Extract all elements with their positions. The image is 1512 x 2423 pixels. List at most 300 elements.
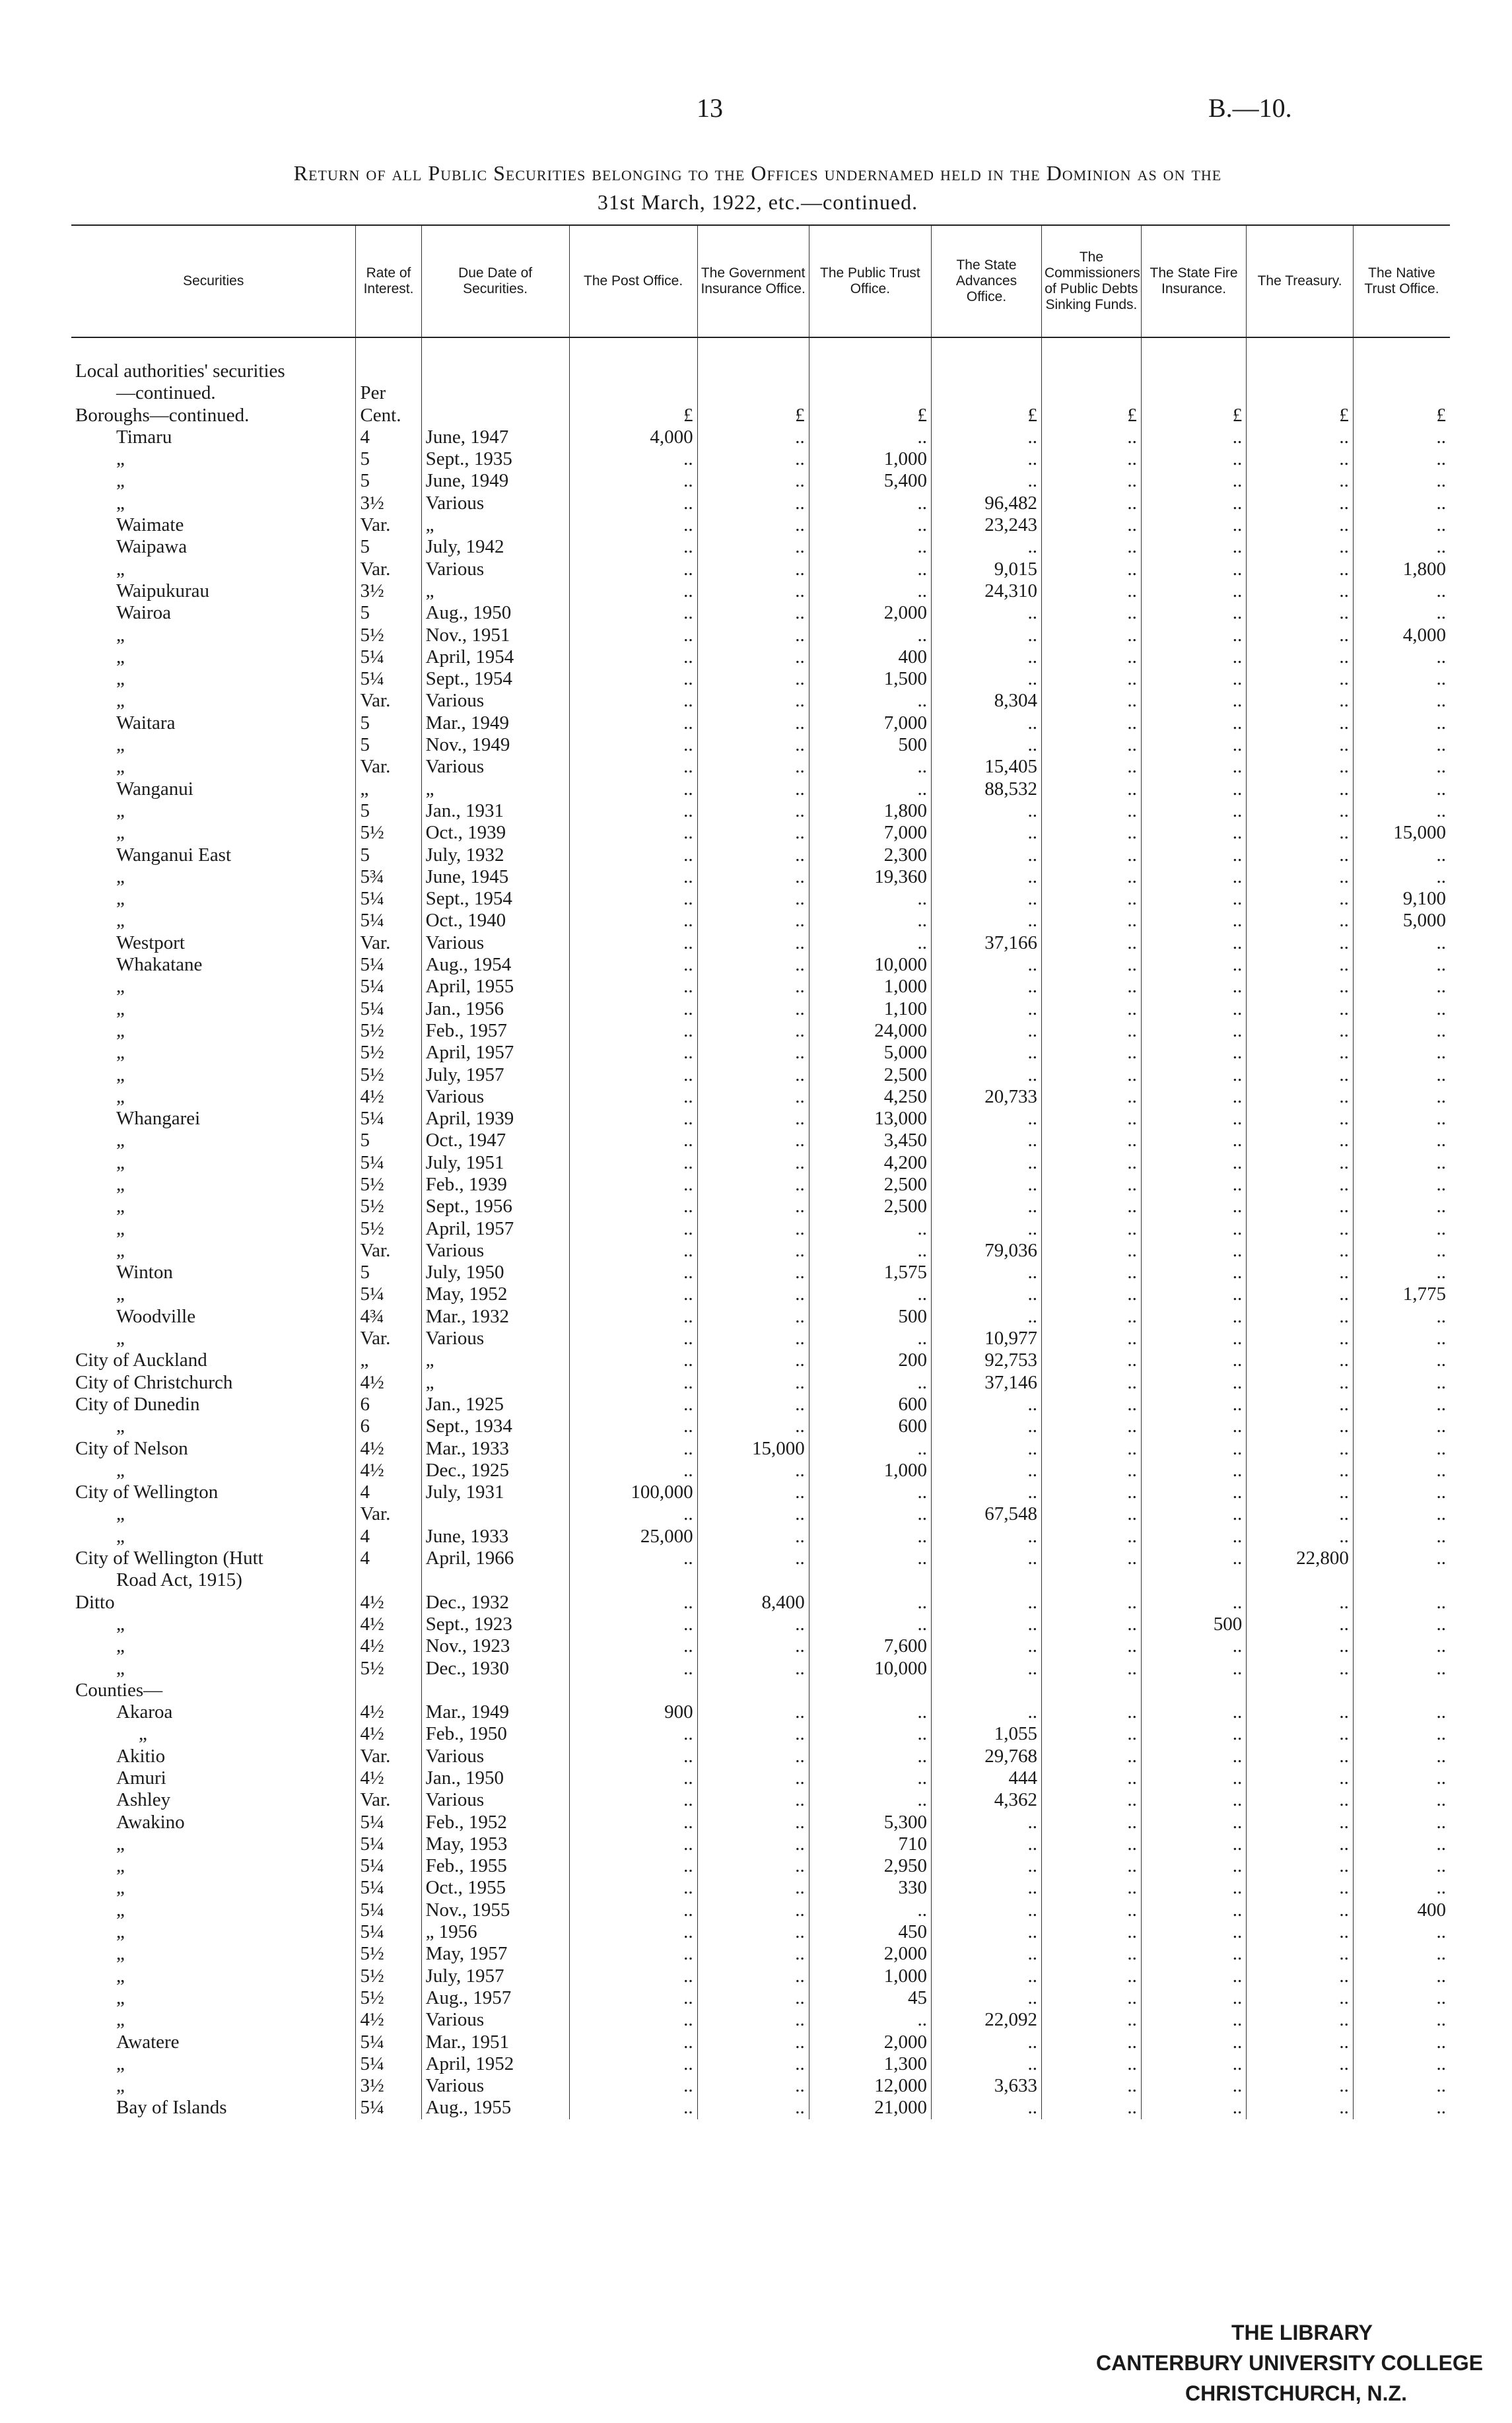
due-date-cell: Jan., 1925 xyxy=(421,1394,569,1416)
rate-cell: 5 xyxy=(356,602,421,624)
government-insurance-cell: .. xyxy=(697,888,809,910)
public-trust-cell: 1,000 xyxy=(809,448,931,470)
state-advances-cell: 444 xyxy=(932,1767,1042,1789)
public-trust-cell: .. xyxy=(809,778,931,800)
due-date-cell: April, 1955 xyxy=(421,976,569,998)
sinking-funds-cell: .. xyxy=(1042,1877,1142,1899)
sinking-funds-cell: .. xyxy=(1042,1328,1142,1349)
native-trust-cell: .. xyxy=(1353,1987,1450,2009)
state-fire-insurance-cell: .. xyxy=(1141,625,1246,646)
sinking-funds-cell: .. xyxy=(1042,580,1142,602)
sinking-funds-cell: .. xyxy=(1042,734,1142,756)
native-trust-cell: .. xyxy=(1353,2097,1450,2119)
sinking-funds-cell: .. xyxy=(1042,1262,1142,1283)
post-office-cell: .. xyxy=(569,1987,697,2009)
government-insurance-cell: £ xyxy=(697,405,809,427)
state-fire-insurance-cell: .. xyxy=(1141,536,1246,558)
due-date-cell: Jan., 1956 xyxy=(421,998,569,1020)
state-fire-insurance-cell: .. xyxy=(1141,646,1246,668)
post-office-cell: .. xyxy=(569,1349,697,1371)
rate-cell: 4 xyxy=(356,427,421,448)
native-trust-cell: .. xyxy=(1353,1548,1450,1569)
security-name-cell: „ xyxy=(116,1855,125,1877)
government-insurance-cell: .. xyxy=(697,1658,809,1680)
treasury-cell: .. xyxy=(1247,1394,1354,1416)
post-office-cell: .. xyxy=(569,778,697,800)
state-fire-insurance-cell: .. xyxy=(1141,1394,1246,1416)
public-trust-cell: .. xyxy=(809,1614,931,1635)
treasury-cell: .. xyxy=(1247,1438,1354,1460)
table-row xyxy=(71,1592,1450,1614)
government-insurance-cell: .. xyxy=(697,2097,809,2119)
due-date-cell: July, 1951 xyxy=(421,1152,569,1174)
state-fire-insurance-cell: .. xyxy=(1141,1283,1246,1305)
native-trust-cell: .. xyxy=(1353,976,1450,998)
state-advances-cell: .. xyxy=(932,1042,1042,1064)
state-fire-insurance-cell: .. xyxy=(1141,690,1246,712)
table-row xyxy=(71,1723,1450,1745)
state-fire-insurance-cell: .. xyxy=(1141,1658,1246,1680)
government-insurance-cell: .. xyxy=(697,470,809,492)
post-office-cell: .. xyxy=(569,580,697,602)
public-trust-cell: 1,300 xyxy=(809,2053,931,2075)
security-name-cell: „ xyxy=(116,492,125,514)
state-advances-cell: .. xyxy=(932,844,1042,866)
state-advances-cell: 29,768 xyxy=(932,1746,1042,1767)
state-advances-cell: .. xyxy=(932,1987,1042,2009)
government-insurance-cell: .. xyxy=(697,1218,809,1240)
post-office-cell: .. xyxy=(569,514,697,536)
native-trust-cell: .. xyxy=(1353,734,1450,756)
state-advances-cell: 88,532 xyxy=(932,778,1042,800)
security-name-cell: Wanganui East xyxy=(116,844,232,866)
state-advances-cell: 3,633 xyxy=(932,2075,1042,2097)
sinking-funds-cell: .. xyxy=(1042,536,1142,558)
public-trust-cell: .. xyxy=(809,1372,931,1394)
table-row xyxy=(71,866,1450,888)
security-name-cell: „ xyxy=(116,998,125,1019)
post-office-cell: .. xyxy=(569,1548,697,1569)
sinking-funds-cell: .. xyxy=(1042,1723,1142,1745)
due-date-cell: June, 1933 xyxy=(421,1526,569,1548)
government-insurance-cell xyxy=(697,1569,809,1591)
rate-cell: 5 xyxy=(356,734,421,756)
government-insurance-cell: .. xyxy=(697,954,809,976)
rate-cell: 5¼ xyxy=(356,646,421,668)
native-trust-cell: .. xyxy=(1353,1965,1450,1987)
sinking-funds-cell: .. xyxy=(1042,668,1142,690)
rate-cell: 4½ xyxy=(356,1635,421,1657)
table-row xyxy=(71,1130,1450,1151)
sinking-funds-cell: .. xyxy=(1042,2097,1142,2119)
table-row xyxy=(71,888,1450,910)
state-fire-insurance-cell: .. xyxy=(1141,602,1246,624)
public-trust-cell: .. xyxy=(809,756,931,778)
state-fire-insurance-cell: .. xyxy=(1141,778,1246,800)
government-insurance-cell: .. xyxy=(697,602,809,624)
table-row xyxy=(71,1064,1450,1086)
state-fire-insurance-cell: .. xyxy=(1141,1592,1246,1614)
public-trust-cell: .. xyxy=(809,1767,931,1789)
treasury-cell: .. xyxy=(1247,1130,1354,1151)
treasury-cell: .. xyxy=(1247,1042,1354,1064)
native-trust-cell: .. xyxy=(1353,1658,1450,1680)
table-row xyxy=(71,1020,1450,1042)
rate-cell: 5 xyxy=(356,844,421,866)
treasury-cell: .. xyxy=(1247,1372,1354,1394)
sinking-funds-cell: .. xyxy=(1042,844,1142,866)
col-header-treasury: The Treasury. xyxy=(1247,225,1354,337)
due-date-cell: April, 1957 xyxy=(421,1042,569,1064)
security-name-cell: „ xyxy=(116,1899,125,1921)
spacer-row xyxy=(71,337,1450,360)
rate-cell: 5¼ xyxy=(356,1283,421,1305)
government-insurance-cell: .. xyxy=(697,580,809,602)
government-insurance-cell: .. xyxy=(697,1789,809,1811)
post-office-cell: .. xyxy=(569,2053,697,2075)
security-name-cell: „ xyxy=(116,668,125,690)
native-trust-cell: .. xyxy=(1353,1328,1450,1349)
native-trust-cell: 9,100 xyxy=(1353,888,1450,910)
rate-cell: 5¼ xyxy=(356,910,421,932)
due-date-cell: April, 1952 xyxy=(421,2053,569,2075)
due-date-cell: Jan., 1950 xyxy=(421,1767,569,1789)
due-date-cell xyxy=(421,1680,569,1701)
post-office-cell: .. xyxy=(569,844,697,866)
public-trust-cell: 45 xyxy=(809,1987,931,2009)
treasury-cell: .. xyxy=(1247,1701,1354,1723)
native-trust-cell: .. xyxy=(1353,1130,1450,1151)
due-date-cell: July, 1957 xyxy=(421,1965,569,1987)
sinking-funds-cell: .. xyxy=(1042,1987,1142,2009)
state-advances-cell: .. xyxy=(932,1658,1042,1680)
post-office-cell xyxy=(569,1680,697,1701)
native-trust-cell: .. xyxy=(1353,1723,1450,1745)
native-trust-cell xyxy=(1353,382,1450,404)
native-trust-cell: .. xyxy=(1353,1460,1450,1482)
table-row xyxy=(71,1042,1450,1064)
post-office-cell: .. xyxy=(569,1460,697,1482)
post-office-cell: .. xyxy=(569,1394,697,1416)
government-insurance-cell: .. xyxy=(697,1921,809,1943)
treasury-cell: .. xyxy=(1247,1592,1354,1614)
native-trust-cell: .. xyxy=(1353,2075,1450,2097)
government-insurance-cell: .. xyxy=(697,844,809,866)
public-trust-cell: 600 xyxy=(809,1394,931,1416)
treasury-cell: .. xyxy=(1247,1965,1354,1987)
native-trust-cell: .. xyxy=(1353,1306,1450,1328)
due-date-cell: Aug., 1954 xyxy=(421,954,569,976)
government-insurance-cell: .. xyxy=(697,1328,809,1349)
due-date-cell: April, 1966 xyxy=(421,1548,569,1569)
state-fire-insurance-cell: .. xyxy=(1141,1767,1246,1789)
public-trust-cell: 2,000 xyxy=(809,1943,931,1965)
security-name-cell: Ashley xyxy=(116,1789,171,1811)
state-fire-insurance-cell: .. xyxy=(1141,1812,1246,1833)
table-row xyxy=(71,734,1450,756)
due-date-cell: April, 1954 xyxy=(421,646,569,668)
sinking-funds-cell: .. xyxy=(1042,1086,1142,1108)
state-advances-cell: 37,146 xyxy=(932,1372,1042,1394)
government-insurance-cell: .. xyxy=(697,2075,809,2097)
security-name-cell: „ xyxy=(116,1987,125,2008)
rate-cell: 5¼ xyxy=(356,1855,421,1877)
rate-cell: 5¼ xyxy=(356,1152,421,1174)
security-name-cell: Westport xyxy=(116,932,185,953)
post-office-cell: .. xyxy=(569,734,697,756)
rate-cell: Var. xyxy=(356,1789,421,1811)
rate-cell: „ xyxy=(356,778,421,800)
securities-table xyxy=(71,224,1450,2119)
rate-cell: 5 xyxy=(356,448,421,470)
state-advances-cell: .. xyxy=(932,1965,1042,1987)
state-advances-cell: .. xyxy=(932,1174,1042,1196)
security-name-cell: „ xyxy=(116,1151,125,1173)
sinking-funds-cell: .. xyxy=(1042,954,1142,976)
table-row xyxy=(71,1416,1450,1437)
government-insurance-cell: .. xyxy=(697,690,809,712)
due-date-cell: Aug., 1955 xyxy=(421,2097,569,2119)
rate-cell: 4½ xyxy=(356,1460,421,1482)
public-trust-cell: .. xyxy=(809,2009,931,2031)
security-name-cell: Ditto xyxy=(75,1591,115,1613)
rate-cell: 3½ xyxy=(356,493,421,514)
state-advances-cell: .. xyxy=(932,470,1042,492)
public-trust-cell: .. xyxy=(809,559,931,580)
public-trust-cell: 2,500 xyxy=(809,1064,931,1086)
government-insurance-cell: .. xyxy=(697,1723,809,1745)
table-row xyxy=(71,800,1450,822)
sinking-funds-cell: .. xyxy=(1042,976,1142,998)
sinking-funds-cell: .. xyxy=(1042,1283,1142,1305)
post-office-cell: .. xyxy=(569,1789,697,1811)
native-trust-cell: .. xyxy=(1353,866,1450,888)
rate-cell: 5½ xyxy=(356,1965,421,1987)
sinking-funds-cell: .. xyxy=(1042,625,1142,646)
sinking-funds-cell: .. xyxy=(1042,1767,1142,1789)
due-date-cell: Various xyxy=(421,1328,569,1349)
stamp-line-3: CHRISTCHURCH, N.Z. xyxy=(1185,2381,1407,2405)
due-date-cell: Various xyxy=(421,756,569,778)
state-fire-insurance-cell: .. xyxy=(1141,1921,1246,1943)
due-date-cell: Oct., 1955 xyxy=(421,1877,569,1899)
rate-cell: 5¼ xyxy=(356,1877,421,1899)
post-office-cell: .. xyxy=(569,668,697,690)
post-office-cell: .. xyxy=(569,448,697,470)
native-trust-cell: .. xyxy=(1353,448,1450,470)
rate-cell: 4½ xyxy=(356,1086,421,1108)
col-header-due-date: Due Date of Securities. xyxy=(421,225,569,337)
due-date-cell: July, 1932 xyxy=(421,844,569,866)
government-insurance-cell: .. xyxy=(697,1262,809,1283)
native-trust-cell: .. xyxy=(1353,427,1450,448)
rate-cell: Cent. xyxy=(356,405,421,427)
sinking-funds-cell: .. xyxy=(1042,2031,1142,2053)
document-reference: B.—10. xyxy=(1208,93,1292,123)
state-fire-insurance-cell: .. xyxy=(1141,1899,1246,1921)
due-date-cell: Various xyxy=(421,1240,569,1262)
state-fire-insurance-cell: .. xyxy=(1141,756,1246,778)
due-date-cell: Various xyxy=(421,493,569,514)
due-date-cell: Nov., 1955 xyxy=(421,1899,569,1921)
native-trust-cell: .. xyxy=(1353,1262,1450,1283)
treasury-cell: .. xyxy=(1247,1503,1354,1525)
table-row xyxy=(71,1987,1450,2009)
state-advances-cell: 15,405 xyxy=(932,756,1042,778)
government-insurance-cell: .. xyxy=(697,998,809,1020)
post-office-cell: .. xyxy=(569,888,697,910)
state-advances-cell: .. xyxy=(932,427,1042,448)
security-name-cell: „ xyxy=(116,2053,125,2074)
table-body xyxy=(71,337,1450,2119)
state-advances-cell: .. xyxy=(932,646,1042,668)
native-trust-cell xyxy=(1353,360,1450,382)
state-fire-insurance-cell: .. xyxy=(1141,427,1246,448)
public-trust-cell: 400 xyxy=(809,646,931,668)
security-name-cell: „ xyxy=(116,1613,125,1635)
security-name-cell: Woodville xyxy=(116,1305,196,1327)
state-fire-insurance-cell: .. xyxy=(1141,1152,1246,1174)
security-name-cell: „ xyxy=(116,1943,125,1965)
state-fire-insurance-cell: .. xyxy=(1141,1416,1246,1437)
government-insurance-cell: .. xyxy=(697,427,809,448)
state-advances-cell xyxy=(932,1569,1042,1591)
post-office-cell: .. xyxy=(569,493,697,514)
post-office-cell: .. xyxy=(569,1943,697,1965)
state-advances-cell: .. xyxy=(932,1635,1042,1657)
table-row xyxy=(71,1569,1450,1591)
native-trust-cell: .. xyxy=(1353,1218,1450,1240)
government-insurance-cell: .. xyxy=(697,1701,809,1723)
government-insurance-cell: .. xyxy=(697,1240,809,1262)
treasury-cell: .. xyxy=(1247,1328,1354,1349)
sinking-funds-cell: .. xyxy=(1042,1372,1142,1394)
public-trust-cell: .. xyxy=(809,1592,931,1614)
due-date-cell: „ xyxy=(421,1372,569,1394)
native-trust-cell: .. xyxy=(1353,1614,1450,1635)
treasury-cell: .. xyxy=(1247,932,1354,954)
state-fire-insurance-cell: .. xyxy=(1141,734,1246,756)
native-trust-cell: .. xyxy=(1353,800,1450,822)
post-office-cell xyxy=(569,1569,697,1591)
state-advances-cell: 23,243 xyxy=(932,514,1042,536)
sinking-funds-cell xyxy=(1042,1680,1142,1701)
state-advances-cell: .. xyxy=(932,1899,1042,1921)
government-insurance-cell: .. xyxy=(697,1283,809,1305)
sinking-funds-cell: .. xyxy=(1042,1042,1142,1064)
security-name-cell: —continued. xyxy=(116,382,216,404)
post-office-cell: .. xyxy=(569,2097,697,2119)
table-row xyxy=(71,1196,1450,1217)
security-name-cell: „ xyxy=(116,2009,125,2031)
state-fire-insurance-cell: .. xyxy=(1141,1196,1246,1217)
security-name-cell: „ xyxy=(116,1416,125,1437)
due-date-cell: July, 1942 xyxy=(421,536,569,558)
rate-cell: 5¼ xyxy=(356,2031,421,2053)
native-trust-cell: .. xyxy=(1353,1789,1450,1811)
security-name-cell: „ xyxy=(116,558,125,580)
due-date-cell: Feb., 1955 xyxy=(421,1855,569,1877)
public-trust-cell: .. xyxy=(809,536,931,558)
treasury-cell: .. xyxy=(1247,888,1354,910)
security-name-cell: „ xyxy=(116,866,125,887)
table-row xyxy=(71,514,1450,536)
state-fire-insurance-cell: .. xyxy=(1141,998,1246,1020)
government-insurance-cell: .. xyxy=(697,1174,809,1196)
due-date-cell: „ xyxy=(421,1349,569,1371)
security-name-cell: „ xyxy=(116,1283,125,1305)
state-advances-cell: .. xyxy=(932,866,1042,888)
treasury-cell: .. xyxy=(1247,1218,1354,1240)
rate-cell: 4½ xyxy=(356,1767,421,1789)
public-trust-cell: 2,500 xyxy=(809,1174,931,1196)
table-row xyxy=(71,405,1450,427)
post-office-cell: .. xyxy=(569,932,697,954)
security-name-cell: „ xyxy=(116,1328,125,1349)
treasury-cell: .. xyxy=(1247,1921,1354,1943)
treasury-cell: .. xyxy=(1247,2097,1354,2119)
security-name-cell: Local authorities' securities xyxy=(75,360,285,382)
security-name-cell: „ xyxy=(116,2075,125,2097)
post-office-cell xyxy=(569,382,697,404)
post-office-cell: .. xyxy=(569,976,697,998)
security-name-cell: „ xyxy=(116,1217,125,1239)
sinking-funds-cell: .. xyxy=(1042,1746,1142,1767)
treasury-cell: .. xyxy=(1247,1789,1354,1811)
public-trust-cell: .. xyxy=(809,1283,931,1305)
state-fire-insurance-cell xyxy=(1141,382,1246,404)
table-row xyxy=(71,580,1450,602)
rate-cell: 5½ xyxy=(356,1174,421,1196)
rate-cell: 5 xyxy=(356,536,421,558)
sinking-funds-cell: .. xyxy=(1042,1020,1142,1042)
government-insurance-cell: .. xyxy=(697,1152,809,1174)
rate-cell: 5½ xyxy=(356,1064,421,1086)
table-row xyxy=(71,2031,1450,2053)
post-office-cell: .. xyxy=(569,822,697,844)
security-name-cell: Amuri xyxy=(116,1767,166,1789)
rate-cell: Var. xyxy=(356,932,421,954)
due-date-cell: Mar., 1932 xyxy=(421,1306,569,1328)
treasury-cell: .. xyxy=(1247,1283,1354,1305)
government-insurance-cell xyxy=(697,360,809,382)
government-insurance-cell: .. xyxy=(697,1482,809,1503)
table-row xyxy=(71,1328,1450,1349)
sinking-funds-cell: .. xyxy=(1042,448,1142,470)
security-name-cell: „ xyxy=(116,1085,125,1107)
treasury-cell xyxy=(1247,382,1354,404)
public-trust-cell: 600 xyxy=(809,1416,931,1437)
post-office-cell: .. xyxy=(569,954,697,976)
due-date-cell: April, 1957 xyxy=(421,1218,569,1240)
treasury-cell: .. xyxy=(1247,1767,1354,1789)
sinking-funds-cell: .. xyxy=(1042,1548,1142,1569)
rate-cell: Var. xyxy=(356,756,421,778)
treasury-cell: .. xyxy=(1247,1086,1354,1108)
public-trust-cell: .. xyxy=(809,514,931,536)
table-row xyxy=(71,1812,1450,1833)
due-date-cell: Sept., 1954 xyxy=(421,888,569,910)
state-fire-insurance-cell: .. xyxy=(1141,1548,1246,1569)
security-name-cell: Akaroa xyxy=(116,1701,173,1723)
due-date-cell: Oct., 1939 xyxy=(421,822,569,844)
rate-cell: 5½ xyxy=(356,1658,421,1680)
treasury-cell: .. xyxy=(1247,712,1354,734)
due-date-cell: Feb., 1952 xyxy=(421,1812,569,1833)
table-row xyxy=(71,822,1450,844)
due-date-cell: May, 1957 xyxy=(421,1943,569,1965)
public-trust-cell: 1,100 xyxy=(809,998,931,1020)
